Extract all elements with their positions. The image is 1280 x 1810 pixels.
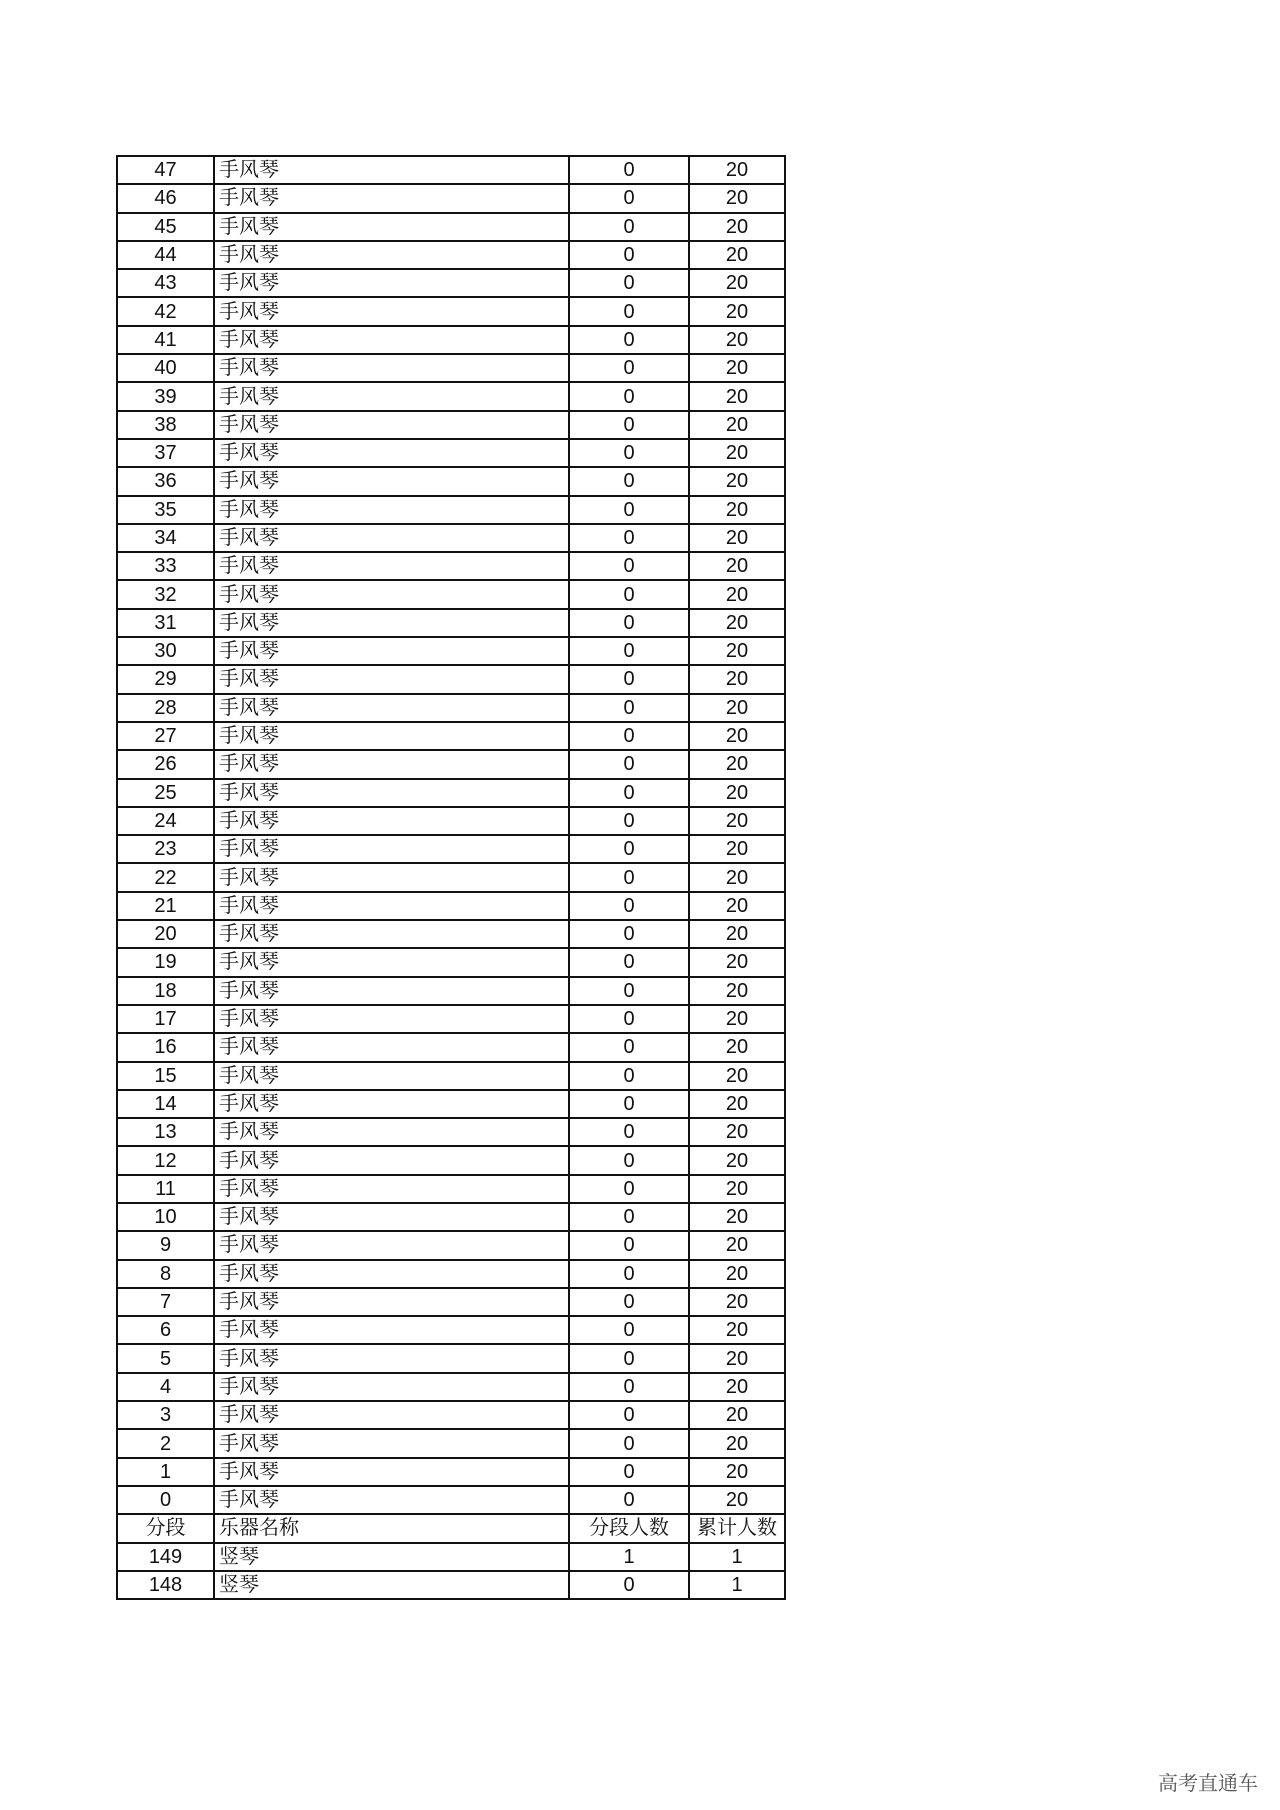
table-row — [117, 184, 785, 212]
cumulative-count-cell: 20 — [689, 1486, 785, 1514]
instrument-cell: 手风琴 — [214, 892, 569, 920]
instrument-cell: 手风琴 — [214, 241, 569, 269]
cumulative-count-cell: 20 — [689, 920, 785, 948]
score-cell: 4 — [117, 1373, 214, 1401]
score-cell: 27 — [117, 722, 214, 750]
cumulative-count-cell: 20 — [689, 977, 785, 1005]
table-row — [117, 1288, 785, 1316]
table-row — [117, 779, 785, 807]
cumulative-count-cell: 20 — [689, 665, 785, 693]
table-row — [117, 637, 785, 665]
instrument-cell: 手风琴 — [214, 297, 569, 325]
instrument-cell: 手风琴 — [214, 524, 569, 552]
segment-count-cell: 0 — [569, 722, 689, 750]
score-cell: 28 — [117, 694, 214, 722]
cumulative-count-cell: 20 — [689, 609, 785, 637]
watermark-logo: 高考直通车 — [1158, 1771, 1258, 1795]
score-cell: 43 — [117, 269, 214, 297]
score-cell: 32 — [117, 580, 214, 608]
segment-count-cell: 0 — [569, 467, 689, 495]
score-cell: 14 — [117, 1090, 214, 1118]
score-cell: 20 — [117, 920, 214, 948]
cumulative-count-cell: 20 — [689, 496, 785, 524]
table-row — [117, 948, 785, 976]
cumulative-count-cell: 20 — [689, 213, 785, 241]
segment-count-cell: 0 — [569, 835, 689, 863]
cumulative-count-cell: 20 — [689, 807, 785, 835]
score-cell: 16 — [117, 1033, 214, 1061]
cumulative-count-cell: 1 — [689, 1543, 785, 1571]
table-row — [117, 609, 785, 637]
table-row — [117, 1571, 785, 1599]
cumulative-count-cell: 20 — [689, 552, 785, 580]
table-row — [117, 524, 785, 552]
table-row — [117, 1458, 785, 1486]
table-row — [117, 835, 785, 863]
table-row — [117, 1231, 785, 1259]
score-cell: 11 — [117, 1175, 214, 1203]
score-cell: 7 — [117, 1288, 214, 1316]
table-row — [117, 1146, 785, 1174]
table-row — [117, 467, 785, 495]
score-cell: 6 — [117, 1316, 214, 1344]
score-cell: 25 — [117, 779, 214, 807]
table-row — [117, 297, 785, 325]
score-cell: 0 — [117, 1486, 214, 1514]
cumulative-count-cell: 累计人数 — [689, 1514, 785, 1542]
score-cell: 148 — [117, 1571, 214, 1599]
score-cell: 18 — [117, 977, 214, 1005]
table-row — [117, 1062, 785, 1090]
table-row — [117, 580, 785, 608]
table-row — [117, 807, 785, 835]
score-cell: 19 — [117, 948, 214, 976]
score-cell: 分段 — [117, 1514, 214, 1542]
instrument-cell: 手风琴 — [214, 156, 569, 184]
score-cell: 3 — [117, 1401, 214, 1429]
cumulative-count-cell: 20 — [689, 1401, 785, 1429]
score-cell: 22 — [117, 863, 214, 891]
score-cell: 8 — [117, 1260, 214, 1288]
cumulative-count-cell: 20 — [689, 1118, 785, 1146]
score-cell: 10 — [117, 1203, 214, 1231]
score-cell: 37 — [117, 439, 214, 467]
table-row — [117, 241, 785, 269]
table-row — [117, 1373, 785, 1401]
segment-count-cell: 0 — [569, 1231, 689, 1259]
cumulative-count-cell: 20 — [689, 1316, 785, 1344]
segment-count-cell: 0 — [569, 977, 689, 1005]
segment-count-cell: 0 — [569, 807, 689, 835]
cumulative-count-cell: 20 — [689, 694, 785, 722]
instrument-cell: 手风琴 — [214, 722, 569, 750]
segment-count-cell: 0 — [569, 1458, 689, 1486]
table-row — [117, 1118, 785, 1146]
instrument-cell: 手风琴 — [214, 1373, 569, 1401]
segment-count-cell: 0 — [569, 1288, 689, 1316]
segment-count-cell: 0 — [569, 269, 689, 297]
segment-count-cell: 0 — [569, 1571, 689, 1599]
cumulative-count-cell: 20 — [689, 835, 785, 863]
score-cell: 35 — [117, 496, 214, 524]
score-cell: 42 — [117, 297, 214, 325]
table-row — [117, 920, 785, 948]
instrument-cell: 手风琴 — [214, 665, 569, 693]
instrument-cell: 手风琴 — [214, 1090, 569, 1118]
segment-count-cell: 0 — [569, 439, 689, 467]
instrument-cell: 手风琴 — [214, 1203, 569, 1231]
segment-count-cell: 0 — [569, 948, 689, 976]
cumulative-count-cell: 20 — [689, 156, 785, 184]
table-row — [117, 156, 785, 184]
segment-count-cell: 0 — [569, 326, 689, 354]
table-row — [117, 1090, 785, 1118]
table-row — [117, 1316, 785, 1344]
segment-count-cell: 0 — [569, 1033, 689, 1061]
table-row — [117, 863, 785, 891]
score-cell: 36 — [117, 467, 214, 495]
cumulative-count-cell: 20 — [689, 439, 785, 467]
score-cell: 5 — [117, 1344, 214, 1372]
cumulative-count-cell: 20 — [689, 1429, 785, 1457]
cumulative-count-cell: 20 — [689, 1231, 785, 1259]
score-cell: 17 — [117, 1005, 214, 1033]
instrument-cell: 手风琴 — [214, 382, 569, 410]
score-cell: 12 — [117, 1146, 214, 1174]
segment-count-cell: 分段人数 — [569, 1514, 689, 1542]
table-row — [117, 213, 785, 241]
instrument-cell: 手风琴 — [214, 439, 569, 467]
score-cell: 46 — [117, 184, 214, 212]
segment-count-cell: 0 — [569, 892, 689, 920]
score-cell: 1 — [117, 1458, 214, 1486]
instrument-cell: 手风琴 — [214, 1429, 569, 1457]
segment-count-cell: 0 — [569, 156, 689, 184]
cumulative-count-cell: 20 — [689, 779, 785, 807]
instrument-cell: 手风琴 — [214, 920, 569, 948]
table-row — [117, 665, 785, 693]
cumulative-count-cell: 20 — [689, 1203, 785, 1231]
instrument-cell: 手风琴 — [214, 467, 569, 495]
cumulative-count-cell: 20 — [689, 184, 785, 212]
score-cell: 33 — [117, 552, 214, 580]
segment-count-cell: 0 — [569, 382, 689, 410]
instrument-cell: 手风琴 — [214, 1316, 569, 1344]
instrument-cell: 手风琴 — [214, 269, 569, 297]
segment-count-cell: 0 — [569, 1486, 689, 1514]
instrument-cell: 手风琴 — [214, 326, 569, 354]
segment-count-cell: 0 — [569, 213, 689, 241]
table-row — [117, 750, 785, 778]
cumulative-count-cell: 20 — [689, 1146, 785, 1174]
instrument-cell: 手风琴 — [214, 411, 569, 439]
instrument-cell: 手风琴 — [214, 1401, 569, 1429]
instrument-cell: 竖琴 — [214, 1543, 569, 1571]
instrument-cell: 手风琴 — [214, 213, 569, 241]
segment-count-cell: 1 — [569, 1543, 689, 1571]
cumulative-count-cell: 20 — [689, 326, 785, 354]
segment-count-cell: 0 — [569, 863, 689, 891]
instrument-cell: 手风琴 — [214, 1288, 569, 1316]
score-cell: 38 — [117, 411, 214, 439]
cumulative-count-cell: 20 — [689, 580, 785, 608]
cumulative-count-cell: 20 — [689, 354, 785, 382]
table-row — [117, 694, 785, 722]
instrument-cell: 手风琴 — [214, 1175, 569, 1203]
instrument-cell: 手风琴 — [214, 637, 569, 665]
table-row — [117, 1260, 785, 1288]
score-cell: 9 — [117, 1231, 214, 1259]
segment-count-cell: 0 — [569, 694, 689, 722]
table-row — [117, 1005, 785, 1033]
table-row — [117, 1203, 785, 1231]
segment-count-cell: 0 — [569, 241, 689, 269]
instrument-cell: 手风琴 — [214, 807, 569, 835]
table-header-row — [117, 1514, 785, 1542]
segment-count-cell: 0 — [569, 354, 689, 382]
cumulative-count-cell: 20 — [689, 948, 785, 976]
table-row — [117, 439, 785, 467]
score-cell: 15 — [117, 1062, 214, 1090]
cumulative-count-cell: 20 — [689, 637, 785, 665]
score-cell: 30 — [117, 637, 214, 665]
table-row — [117, 1486, 785, 1514]
cumulative-count-cell: 20 — [689, 1288, 785, 1316]
table-row — [117, 1033, 785, 1061]
cumulative-count-cell: 20 — [689, 1373, 785, 1401]
segment-count-cell: 0 — [569, 1203, 689, 1231]
instrument-cell: 手风琴 — [214, 580, 569, 608]
table-row — [117, 1401, 785, 1429]
segment-count-cell: 0 — [569, 1429, 689, 1457]
segment-count-cell: 0 — [569, 1344, 689, 1372]
cumulative-count-cell: 20 — [689, 750, 785, 778]
instrument-cell: 手风琴 — [214, 1231, 569, 1259]
score-cell: 47 — [117, 156, 214, 184]
cumulative-count-cell: 20 — [689, 1260, 785, 1288]
instrument-cell: 手风琴 — [214, 354, 569, 382]
segment-count-cell: 0 — [569, 184, 689, 212]
score-cell: 2 — [117, 1429, 214, 1457]
score-cell: 39 — [117, 382, 214, 410]
score-cell: 31 — [117, 609, 214, 637]
score-cell: 40 — [117, 354, 214, 382]
segment-count-cell: 0 — [569, 1316, 689, 1344]
cumulative-count-cell: 20 — [689, 241, 785, 269]
score-cell: 44 — [117, 241, 214, 269]
instrument-cell: 手风琴 — [214, 779, 569, 807]
cumulative-count-cell: 20 — [689, 382, 785, 410]
table-row — [117, 1543, 785, 1571]
cumulative-count-cell: 20 — [689, 1344, 785, 1372]
instrument-cell: 手风琴 — [214, 1486, 569, 1514]
segment-count-cell: 0 — [569, 609, 689, 637]
segment-count-cell: 0 — [569, 1118, 689, 1146]
instrument-cell: 手风琴 — [214, 863, 569, 891]
instrument-cell: 竖琴 — [214, 1571, 569, 1599]
segment-count-cell: 0 — [569, 524, 689, 552]
score-cell: 29 — [117, 665, 214, 693]
cumulative-count-cell: 20 — [689, 411, 785, 439]
instrument-cell: 手风琴 — [214, 1033, 569, 1061]
segment-count-cell: 0 — [569, 1005, 689, 1033]
instrument-cell: 手风琴 — [214, 184, 569, 212]
segment-count-cell: 0 — [569, 1175, 689, 1203]
score-cell: 149 — [117, 1543, 214, 1571]
cumulative-count-cell: 20 — [689, 1175, 785, 1203]
table-body — [117, 156, 785, 1599]
score-cell: 34 — [117, 524, 214, 552]
instrument-cell: 手风琴 — [214, 496, 569, 524]
instrument-cell: 手风琴 — [214, 1458, 569, 1486]
instrument-cell: 乐器名称 — [214, 1514, 569, 1542]
table-row — [117, 892, 785, 920]
table-row — [117, 496, 785, 524]
table-row — [117, 1344, 785, 1372]
cumulative-count-cell: 20 — [689, 892, 785, 920]
segment-count-cell: 0 — [569, 552, 689, 580]
table-row — [117, 1175, 785, 1203]
score-cell: 45 — [117, 213, 214, 241]
instrument-cell: 手风琴 — [214, 694, 569, 722]
instrument-cell: 手风琴 — [214, 1260, 569, 1288]
cumulative-count-cell: 20 — [689, 1090, 785, 1118]
segment-count-cell: 0 — [569, 1373, 689, 1401]
instrument-cell: 手风琴 — [214, 1118, 569, 1146]
cumulative-count-cell: 20 — [689, 1033, 785, 1061]
cumulative-count-cell: 20 — [689, 1062, 785, 1090]
segment-count-cell: 0 — [569, 1146, 689, 1174]
segment-count-cell: 0 — [569, 1090, 689, 1118]
score-cell: 13 — [117, 1118, 214, 1146]
instrument-cell: 手风琴 — [214, 750, 569, 778]
segment-count-cell: 0 — [569, 920, 689, 948]
segment-count-cell: 0 — [569, 297, 689, 325]
table-row — [117, 552, 785, 580]
cumulative-count-cell: 20 — [689, 1458, 785, 1486]
score-cell: 24 — [117, 807, 214, 835]
score-cell: 23 — [117, 835, 214, 863]
cumulative-count-cell: 20 — [689, 467, 785, 495]
cumulative-count-cell: 20 — [689, 297, 785, 325]
cumulative-count-cell: 1 — [689, 1571, 785, 1599]
segment-count-cell: 0 — [569, 1401, 689, 1429]
segment-count-cell: 0 — [569, 750, 689, 778]
instrument-cell: 手风琴 — [214, 977, 569, 1005]
instrument-cell: 手风琴 — [214, 1344, 569, 1372]
table-row — [117, 1429, 785, 1457]
segment-count-cell: 0 — [569, 580, 689, 608]
instrument-cell: 手风琴 — [214, 948, 569, 976]
segment-count-cell: 0 — [569, 411, 689, 439]
cumulative-count-cell: 20 — [689, 722, 785, 750]
table-row — [117, 411, 785, 439]
segment-count-cell: 0 — [569, 779, 689, 807]
segment-count-cell: 0 — [569, 496, 689, 524]
cumulative-count-cell: 20 — [689, 863, 785, 891]
instrument-cell: 手风琴 — [214, 835, 569, 863]
table-row — [117, 382, 785, 410]
cumulative-count-cell: 20 — [689, 524, 785, 552]
segment-count-cell: 0 — [569, 1260, 689, 1288]
score-cell: 26 — [117, 750, 214, 778]
instrument-cell: 手风琴 — [214, 552, 569, 580]
table-row — [117, 326, 785, 354]
instrument-cell: 手风琴 — [214, 609, 569, 637]
instrument-cell: 手风琴 — [214, 1146, 569, 1174]
instrument-cell: 手风琴 — [214, 1062, 569, 1090]
segment-count-cell: 0 — [569, 637, 689, 665]
table-row — [117, 977, 785, 1005]
table-row — [117, 269, 785, 297]
score-cell: 41 — [117, 326, 214, 354]
segment-count-cell: 0 — [569, 1062, 689, 1090]
instrument-cell: 手风琴 — [214, 1005, 569, 1033]
score-distribution-table — [116, 155, 786, 1600]
table-row — [117, 354, 785, 382]
segment-count-cell: 0 — [569, 665, 689, 693]
table-row — [117, 722, 785, 750]
score-cell: 21 — [117, 892, 214, 920]
cumulative-count-cell: 20 — [689, 1005, 785, 1033]
cumulative-count-cell: 20 — [689, 269, 785, 297]
